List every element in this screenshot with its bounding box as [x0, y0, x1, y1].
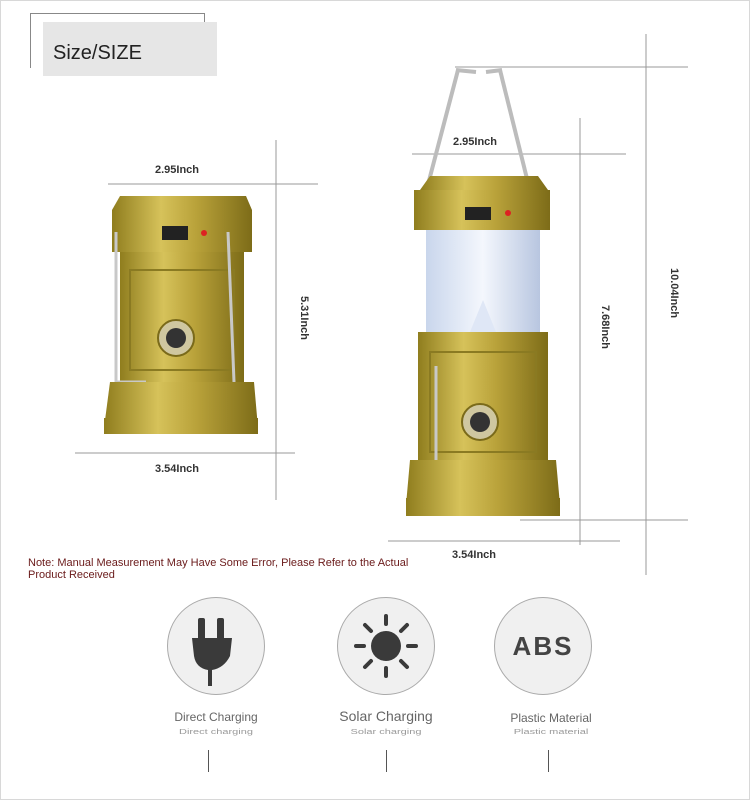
direct-charging-tick: [208, 750, 209, 772]
right-bottom-width-label: 3.54Inch: [452, 549, 497, 561]
direct-charging-sublabel: Direct charging: [179, 727, 253, 737]
direct-charging-label: Direct Charging: [174, 710, 258, 724]
abs-icon: ABS: [512, 631, 574, 661]
plastic-material-sublabel: Plastic material: [513, 727, 589, 737]
right-top-width-label: 2.95Inch: [453, 136, 498, 148]
right-total-height-label: 10.04Inch: [668, 268, 680, 319]
page-title: Size/SIZE: [53, 42, 142, 64]
plastic-material-tick: [548, 750, 549, 772]
left-bottom-width-label: 3.54Inch: [155, 463, 200, 475]
left-height-label: 5.31Inch: [298, 296, 310, 341]
measurement-note: Note: Manual Measurement May Have Some Error, Please Refer to the Actual Product Received: [28, 557, 409, 581]
left-top-width-label: 2.95Inch: [155, 164, 200, 176]
solar-charging-circle: [337, 597, 435, 695]
plastic-material-label: Plastic Material: [510, 711, 592, 725]
sun-icon: [338, 598, 434, 694]
plastic-material-circle: [494, 597, 592, 695]
solar-charging-sublabel: Solar charging: [350, 727, 422, 737]
plug-icon: [168, 598, 264, 694]
solar-charging-label: Solar Charging: [339, 708, 433, 724]
left-lantern: [104, 196, 258, 434]
right-closed-height-label: 7.68Inch: [599, 305, 611, 350]
direct-charging-circle: [167, 597, 265, 695]
solar-charging-tick: [386, 750, 387, 772]
